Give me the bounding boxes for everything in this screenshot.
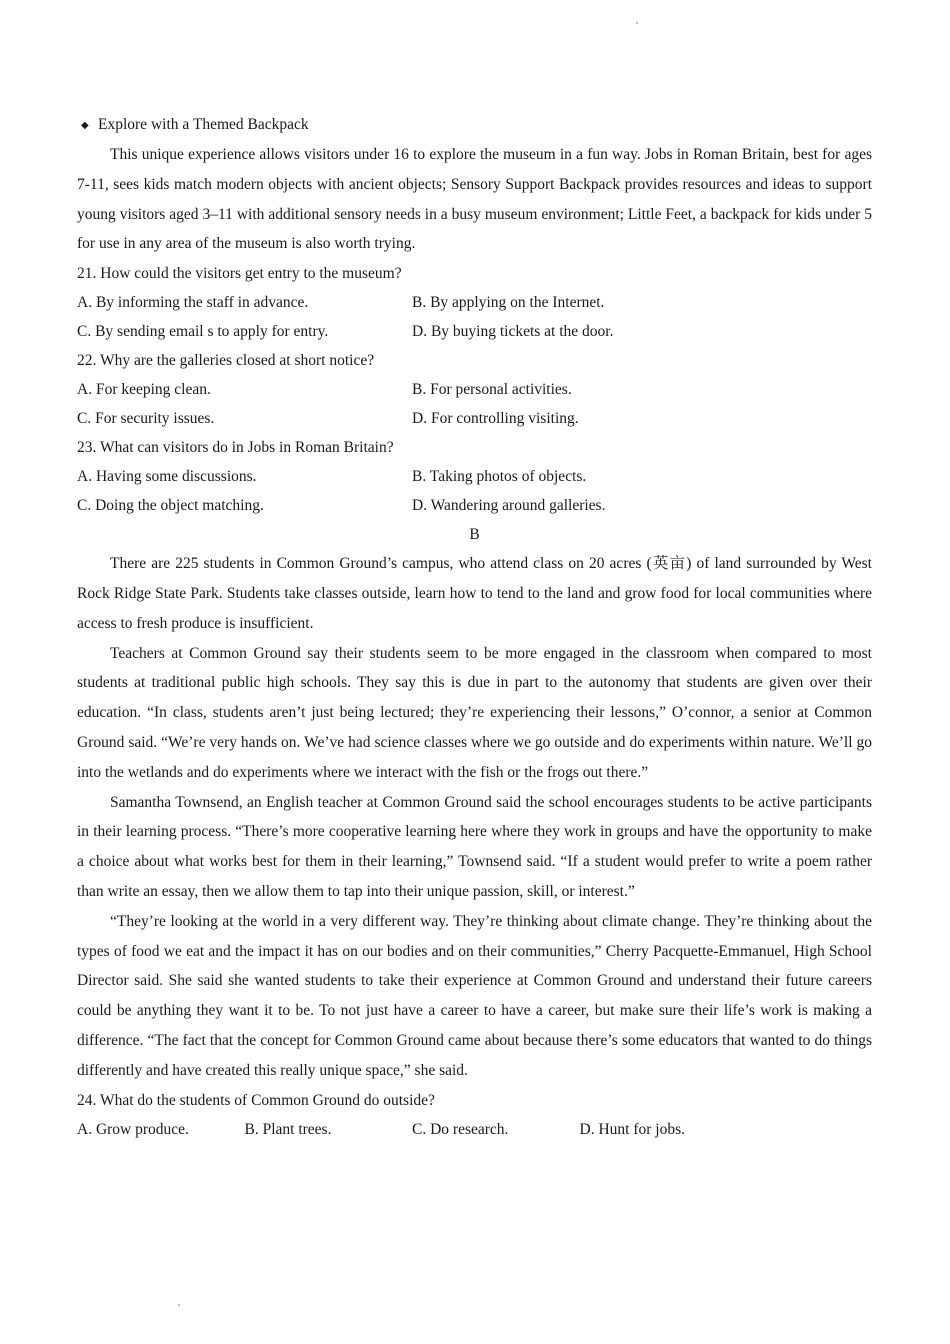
option-row [77, 1115, 872, 1144]
question-stem: 22. Why are the galleries closed at short notice? [77, 352, 375, 370]
paragraph: This unique experience allows visitors under 16 to explore the museum in a fun way. Jobs in Roman Britain, best for ages 7-11, sees kids match modern objects with ancient objects; Sensory Support Backpack provides resources and ideas to support young visitors aged 3–11 with additional sensory needs in a busy museum environment; Little Feet, a backpack for kids under 5 for use in any area of the museum is also worth trying. [77, 146, 872, 253]
option-d: D. By buying tickets at the door. [412, 323, 614, 341]
option-b: B. Taking photos of objects. [412, 468, 587, 486]
option-b: B. For personal activities. [412, 381, 572, 399]
option-row [77, 288, 872, 317]
question-stem: 21. How could the visitors get entry to the museum? [77, 265, 402, 283]
option-b: B. Plant trees. [244, 1120, 332, 1138]
option-row [77, 404, 872, 433]
paragraph: There are 225 students in Common Ground’s campus, who attend class on 20 acres (英亩) of land surrounded by West Rock Ridge State Park. Students take classes outside, learn how to tend to the land and grow food for local communities where access to fresh produce is insufficient. [77, 555, 872, 632]
option-row [77, 462, 872, 491]
paragraph: Samantha Townsend, an English teacher at Common Ground said the school encourages students to be active participants in their learning process. “There’s more cooperative learning here where they work in groups and have the opportunity to make a choice about what works best for them in their learning,” Townsend said. “If a student would prefer to write a poem rather than write an essay, then we allow them to tap into their unique passion, skill, or interest.” [77, 793, 872, 900]
scan-dot-bottom [178, 1304, 180, 1306]
option-a: A. Having some discussions. [77, 468, 257, 486]
option-row [77, 375, 872, 404]
option-d: D. For controlling visiting. [412, 410, 579, 428]
option-a: A. For keeping clean. [77, 381, 211, 399]
question-stem: 23. What can visitors do in Jobs in Roman Britain? [77, 439, 394, 457]
option-b: B. By applying on the Internet. [412, 294, 605, 312]
option-a: A. By informing the staff in advance. [77, 294, 309, 312]
section-heading-text: Explore with a Themed Backpack [98, 116, 309, 133]
option-d: D. Hunt for jobs. [579, 1120, 685, 1138]
option-c: C. Doing the object matching. [77, 497, 264, 515]
diamond-bullet-icon: ◆ [81, 120, 89, 131]
option-row [77, 317, 872, 346]
option-c: C. For security issues. [77, 410, 215, 428]
document-page [77, 110, 872, 1144]
option-d: D. Wandering around galleries. [412, 497, 606, 515]
section-heading [77, 110, 872, 140]
option-c: C. By sending email s to apply for entry. [77, 323, 329, 341]
paragraph: Teachers at Common Ground say their students seem to be more engaged in the classroom when compared to most students at traditional public high schools. They say this is due in part to the autonomy that students are given over their education. “In class, students aren’t just being lectured; they’re experiencing their lessons,” O’connor, a senior at Common Ground said. “We’re very hands on. We’ve had science classes where we go outside and do experiments within nature. We’ll go into the wetlands and do experiments where we interact with the fish or the frogs out there.” [77, 644, 872, 781]
option-c: C. Do research. [412, 1120, 509, 1138]
paragraph: “They’re looking at the world in a very different way. They’re thinking about climate change. They’re thinking about the types of food we eat and the impact it has on our bodies and on their communities,” Cherry Pacquette-Emmanuel, High School Director said. She said she wanted students to take their experience at Common Ground and understand their future careers could be anything they want it to be. To not just have a career to have a career, but make sure their life’s work is making a difference. “The fact that the concept for Common Ground came about because there’s some educators that wanted to do things differently and have created this really unique space,” she said. [77, 912, 872, 1079]
scan-dot-top [636, 22, 638, 24]
question-stem: 24. What do the students of Common Ground do outside? [77, 1091, 435, 1109]
section-label: B [469, 526, 480, 544]
option-a: A. Grow produce. [77, 1120, 189, 1138]
option-row [77, 491, 872, 520]
